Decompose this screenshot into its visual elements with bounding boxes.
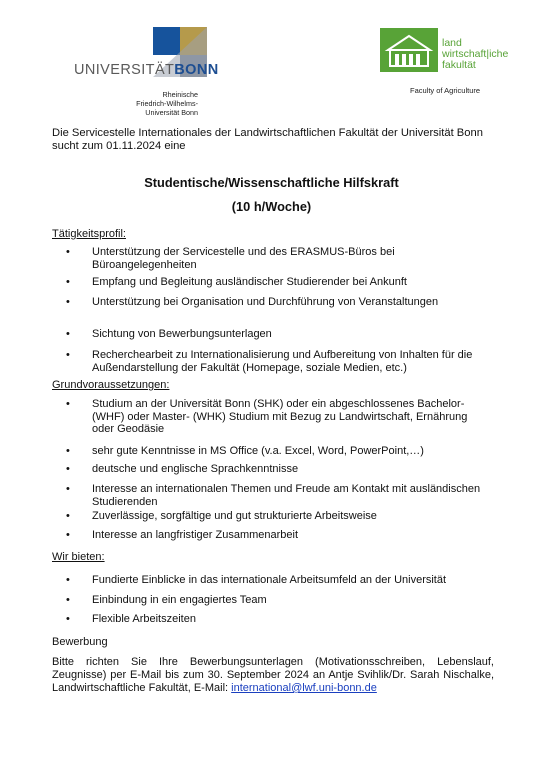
list-item: • sehr gute Kenntnisse in MS Office (v.a. Excel, Word, PowerPoint,…)	[52, 445, 492, 463]
profile-heading: Tätigkeitsprofil:	[52, 228, 126, 240]
list-item: • Empfang und Begleitung ausländischer Studierender bei Ankunft	[52, 276, 492, 296]
offer-list	[52, 574, 492, 631]
agriculture-building-icon	[380, 28, 438, 72]
list-item: • Interesse an internationalen Themen und Freude am Kontakt mit ausländischen Studierenden	[52, 483, 492, 510]
requirements-list	[52, 398, 492, 547]
application-body: Bitte richten Sie Ihre Bewerbungsunterlagen (Motivationsschreiben, Lebenslauf, Zeugnisse) per E-Mail bis zum 30. September 2024 an Antje Svihlik/Dr. Sarah Nischalke, Landwirtschaftliche Fakultät, E-Mail:	[52, 656, 494, 694]
list-item: • Recherchearbeit zu Internationalisierung und Aufbereitung von Inhalten für die Außendarstellung der Fakultät (Homepage, soziale Medien, etc.)	[52, 349, 492, 377]
profile-list	[52, 246, 492, 377]
list-item: • Interesse an langfristiger Zusammenarbeit	[52, 529, 492, 547]
agriculture-subtitle: Faculty of Agriculture	[410, 86, 481, 95]
list-item: • Flexible Arbeitszeiten	[52, 613, 492, 631]
offer-heading: Wir bieten:	[52, 551, 105, 563]
application-heading: Bewerbung	[52, 636, 108, 648]
job-title: Studentische/Wissenschaftliche Hilfskraft	[144, 175, 399, 190]
list-item: • Unterstützung bei Organisation und Durchführung von Veranstaltungen	[52, 296, 492, 328]
list-item: • Fundierte Einblicke in das internationale Arbeitsumfeld an der Universität	[52, 574, 492, 594]
university-bonn-logo	[72, 27, 219, 89]
job-hours: (10 h/Woche)	[231, 199, 312, 214]
list-item: • Studium an der Universität Bonn (SHK) oder ein abgeschlossenes Bachelor- (WHF) oder Master- (WHK) Studium mit Bezug zu Landwirtschaft, Ernährung oder Geodäsie	[52, 398, 492, 445]
requirements-heading: Grundvoraussetzungen:	[52, 379, 170, 391]
agriculture-wordmark: land wirtschaft|iche fakultät	[442, 37, 509, 71]
intro-text: Die Servicestelle Internationales der Landwirtschaftlichen Fakultät der Universität Bonn sucht zum 01.11.2024 eine	[52, 127, 483, 152]
list-item: • deutsche und englische Sprachkenntnisse	[52, 463, 492, 483]
list-item: • Einbindung in ein engagiertes Team	[52, 594, 492, 613]
bonn-wordmark: UNIVERSITÄTBONN	[74, 62, 219, 78]
list-item: • Unterstützung der Servicestelle und des ERASMUS-Büros bei Büroangelegenheiten	[52, 246, 492, 276]
bonn-subtitle: Rheinische Friedrich-Wilhelms- Universität Bonn	[136, 90, 198, 117]
application-text	[52, 656, 494, 695]
list-item: • Zuverlässige, sorgfältige und gut strukturierte Arbeitsweise	[52, 510, 492, 529]
list-item: • Sichtung von Bewerbungsunterlagen	[52, 328, 492, 349]
email-link[interactable]: international@lwf.uni-bonn.de	[231, 682, 377, 694]
